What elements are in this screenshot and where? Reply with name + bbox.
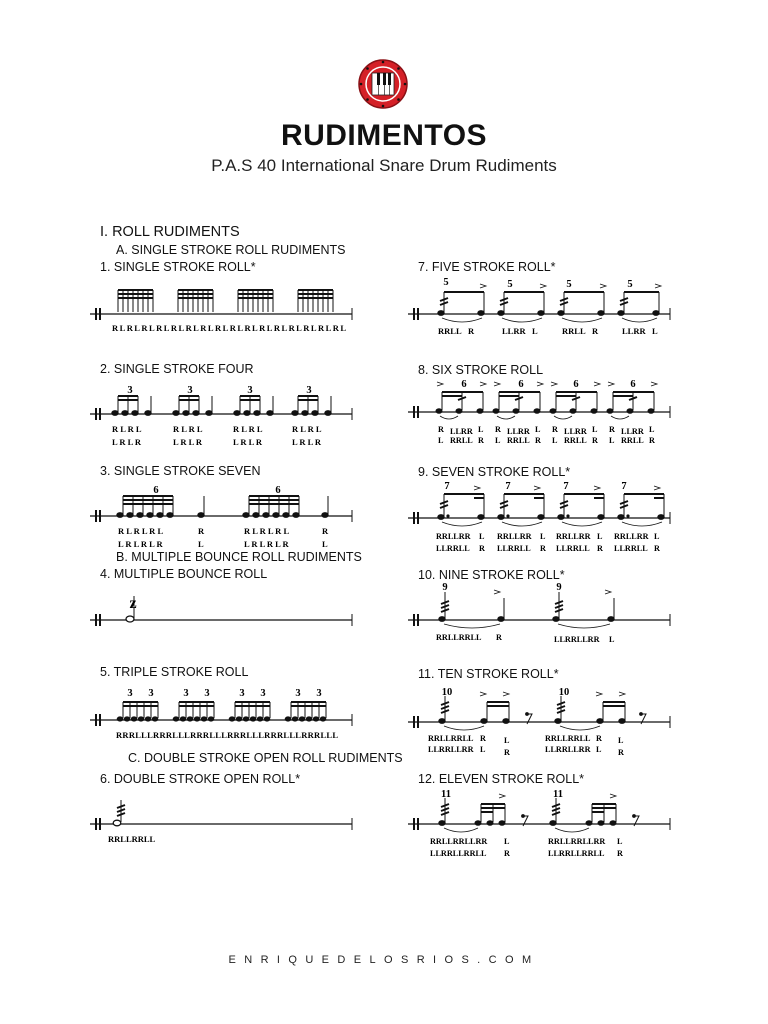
sticking-text: RRLLRR [556, 532, 591, 541]
notation-triple-stroke-roll [90, 684, 360, 742]
sticking-text: L [649, 425, 655, 434]
tuplet-number: 5 [627, 279, 633, 290]
example-title: 10. NINE STROKE ROLL* [418, 568, 565, 582]
notation-double-stroke-open-roll [90, 796, 360, 848]
sticking-text: L [198, 539, 204, 549]
sticking-text: L [480, 745, 486, 754]
tuplet-number: 6 [518, 379, 524, 390]
sticking-text: RLRLRLRLRLRLRLRLRLRLRLRLRLRLRLRL [112, 323, 346, 333]
sticking-text: LLRRLLRR [428, 745, 474, 754]
sticking-text: RRLLRRLL [428, 734, 474, 743]
subsection-double-stroke: C. DOUBLE STROKE OPEN ROLL RUDIMENTS [128, 751, 403, 765]
sticking-text: RRLLRR [614, 532, 649, 541]
tuplet-number: 7 [621, 481, 627, 492]
sticking-text: L [592, 425, 598, 434]
sticking-text: R [597, 544, 603, 553]
example-title: 6. DOUBLE STROKE OPEN ROLL* [100, 772, 301, 786]
tuplet-number: 7 [505, 481, 511, 492]
example-title: 1. SINGLE STROKE ROLL* [100, 260, 256, 274]
sticking-text: RRLLRRLL [436, 633, 482, 642]
example-title: 2. SINGLE STROKE FOUR [100, 362, 254, 376]
sticking-text: R [478, 436, 484, 445]
logo [357, 58, 409, 110]
sticking-text: R [540, 544, 546, 553]
sticking-text: RRLLRR [497, 532, 532, 541]
example-title: 7. FIVE STROKE ROLL* [418, 260, 556, 274]
example-title: 11. TEN STROKE ROLL* [418, 667, 559, 681]
sticking-text: L [478, 425, 484, 434]
sticking-text: RRLL [450, 436, 473, 445]
sticking-text: R [438, 425, 444, 434]
sticking-text: R [468, 326, 475, 336]
sticking-text: R [479, 544, 485, 553]
sticking-text: LLRRLL [497, 544, 531, 553]
tuplet-number: 6 [461, 379, 467, 390]
sticking-text: R [504, 849, 510, 858]
sticking-text: RRLLRRLLRR [548, 837, 606, 846]
sticking-text: R L R L [233, 424, 263, 434]
sticking-text: RRLL [507, 436, 530, 445]
tuplet-number: 6 [275, 485, 281, 496]
sticking-text: R [618, 748, 624, 757]
tuplet-number: 6 [153, 485, 159, 496]
notation-multiple-bounce-roll [90, 588, 360, 638]
tuplet-number: 7 [563, 481, 569, 492]
sticking-text: L [597, 532, 603, 541]
sticking-text: R L R L [292, 424, 322, 434]
sticking-text: LLRR [507, 427, 530, 436]
sticking-text: LLRRLLRRLL [548, 849, 605, 858]
sticking-text: R [496, 633, 502, 642]
example-title: 4. MULTIPLE BOUNCE ROLL [100, 567, 268, 581]
tuplet-number: 9 [556, 582, 562, 593]
sticking-text: LLRR [502, 326, 526, 336]
sticking-text: L [495, 436, 501, 445]
sticking-text: LLRRLLRR [554, 635, 600, 644]
sticking-text: R [592, 326, 599, 336]
sticking-text: L [552, 436, 558, 445]
sticking-text: R [617, 849, 623, 858]
sticking-text: R [592, 436, 598, 445]
sticking-text: L [438, 436, 444, 445]
sticking-text: L [322, 539, 328, 549]
sticking-text: RRLLRRLL [108, 834, 156, 844]
notation-single-stroke-four [90, 382, 360, 452]
sticking-text: LLRR [450, 427, 473, 436]
note-group [118, 290, 333, 312]
tuplet-number: 5 [507, 279, 513, 290]
sticking-text: L R L R [233, 437, 263, 447]
footer-website: ENRIQUEDELOSRIOS.COM [228, 954, 540, 966]
example-title: 5. TRIPLE STROKE ROLL [100, 665, 249, 679]
notation-five-stroke-roll [408, 274, 678, 344]
sticking-text: L [504, 736, 510, 745]
sticking-text: L R L R [292, 437, 322, 447]
sticking-text: LLRR [622, 326, 646, 336]
sticking-text: L [535, 425, 541, 434]
example-title: 9. SEVEN STROKE ROLL* [418, 465, 571, 479]
tuplet-number: 3 [306, 385, 312, 396]
sticking-text: R L R L [112, 424, 142, 434]
sticking-text: L R L R [173, 437, 203, 447]
sticking-text: R [535, 436, 541, 445]
sticking-text: L R L R [112, 437, 142, 447]
sticking-text: R [495, 425, 501, 434]
sticking-text: L [617, 837, 623, 846]
sticking-text: LLRRLL [614, 544, 648, 553]
sticking-text: R [596, 734, 602, 743]
sticking-text: LLRRLLRRLL [430, 849, 487, 858]
sticking-text: RRLL [438, 326, 462, 336]
sticking-text: R [198, 526, 205, 536]
page-subtitle: P.A.S 40 International Snare Drum Rudiments [211, 156, 557, 175]
sticking-text: L [609, 436, 615, 445]
sticking-text: L [609, 635, 615, 644]
sticking-text: L [504, 837, 510, 846]
sticking-text: L [652, 326, 658, 336]
tuplet-number: 5 [443, 277, 449, 288]
tuplet-number: 3 [204, 688, 210, 699]
tuplet-number: 7 [444, 481, 450, 492]
example-title: 8. SIX STROKE ROLL [418, 363, 544, 377]
sticking-text: RRLL [621, 436, 644, 445]
buzz-symbol: z [129, 595, 137, 612]
tuplet-number: 6 [630, 379, 636, 390]
sticking-text: RRLLRRLL [545, 734, 591, 743]
notation-six-stroke-roll [408, 376, 678, 448]
sticking-text: LLRRLLRR [545, 745, 591, 754]
sticking-text: R L R L R L [118, 526, 164, 536]
subsection-multiple-bounce: B. MULTIPLE BOUNCE ROLL RUDIMENTS [116, 550, 362, 564]
sticking-text: L [618, 736, 624, 745]
tuplet-number: 3 [295, 688, 301, 699]
tuplet-number: 11 [553, 789, 563, 800]
sticking-text: L [654, 532, 660, 541]
tuplet-number: 3 [316, 688, 322, 699]
subsection-single-stroke: A. SINGLE STROKE ROLL RUDIMENTS [116, 243, 346, 257]
sticking-text: R L R L R L [244, 526, 290, 536]
tuplet-number: 5 [566, 279, 572, 290]
notation-ten-stroke-roll [408, 684, 678, 760]
sticking-text: LLRRLL [556, 544, 590, 553]
sticking-text: L [532, 326, 538, 336]
sticking-text: R [609, 425, 615, 434]
tuplet-number: 3 [127, 385, 133, 396]
sticking-text: LLRR [564, 427, 587, 436]
tuplet-number: 3 [187, 385, 193, 396]
notation-single-stroke-seven [90, 484, 360, 550]
sticking-text: R [649, 436, 655, 445]
sticking-text: R [480, 734, 486, 743]
tuplet-number: 11 [441, 789, 451, 800]
section-roll-rudiments: I. ROLL RUDIMENTS [100, 224, 240, 240]
sticking-text: R [654, 544, 660, 553]
tuplet-number: 10 [558, 687, 570, 698]
sticking-text: R [504, 748, 510, 757]
page-title: RUDIMENTOS [280, 119, 488, 152]
tuplet-number: 3 [127, 688, 133, 699]
notation-single-stroke-roll [90, 282, 360, 338]
tuplet-number: 3 [239, 688, 245, 699]
sticking-text: LLRRLL [436, 544, 470, 553]
example-title: 3. SINGLE STROKE SEVEN [100, 464, 261, 478]
notation-seven-stroke-roll [408, 478, 678, 558]
sticking-text: RRLL [562, 326, 586, 336]
tuplet-number: 3 [148, 688, 154, 699]
sticking-text: L [479, 532, 485, 541]
sticking-text: L [596, 745, 602, 754]
sticking-text: R [552, 425, 558, 434]
tuplet-number: 3 [247, 385, 253, 396]
example-title: 12. ELEVEN STROKE ROLL* [418, 772, 585, 786]
sticking-text: L R L R L R [118, 539, 163, 549]
notation-nine-stroke-roll [408, 580, 678, 650]
tuplet-number: 6 [573, 379, 579, 390]
sticking-text: L [540, 532, 546, 541]
sticking-text: RRRLLLRRRLLLRRRLLLRRRLLLRRRLLLRRRLLL [116, 730, 338, 740]
notation-eleven-stroke-roll [408, 786, 678, 864]
sticking-text: RRLLRRLLRR [430, 837, 488, 846]
sticking-text: L R L R L R [244, 539, 289, 549]
sticking-text: R [322, 526, 329, 536]
sticking-text: RRLLRR [436, 532, 471, 541]
sticking-text: R L R L [173, 424, 203, 434]
tuplet-number: 9 [442, 582, 448, 593]
sticking-text: LLRR [621, 427, 644, 436]
tuplet-number: 10 [441, 687, 453, 698]
tuplet-number: 3 [183, 688, 189, 699]
sticking-text: RRLL [564, 436, 587, 445]
tuplet-number: 3 [260, 688, 266, 699]
